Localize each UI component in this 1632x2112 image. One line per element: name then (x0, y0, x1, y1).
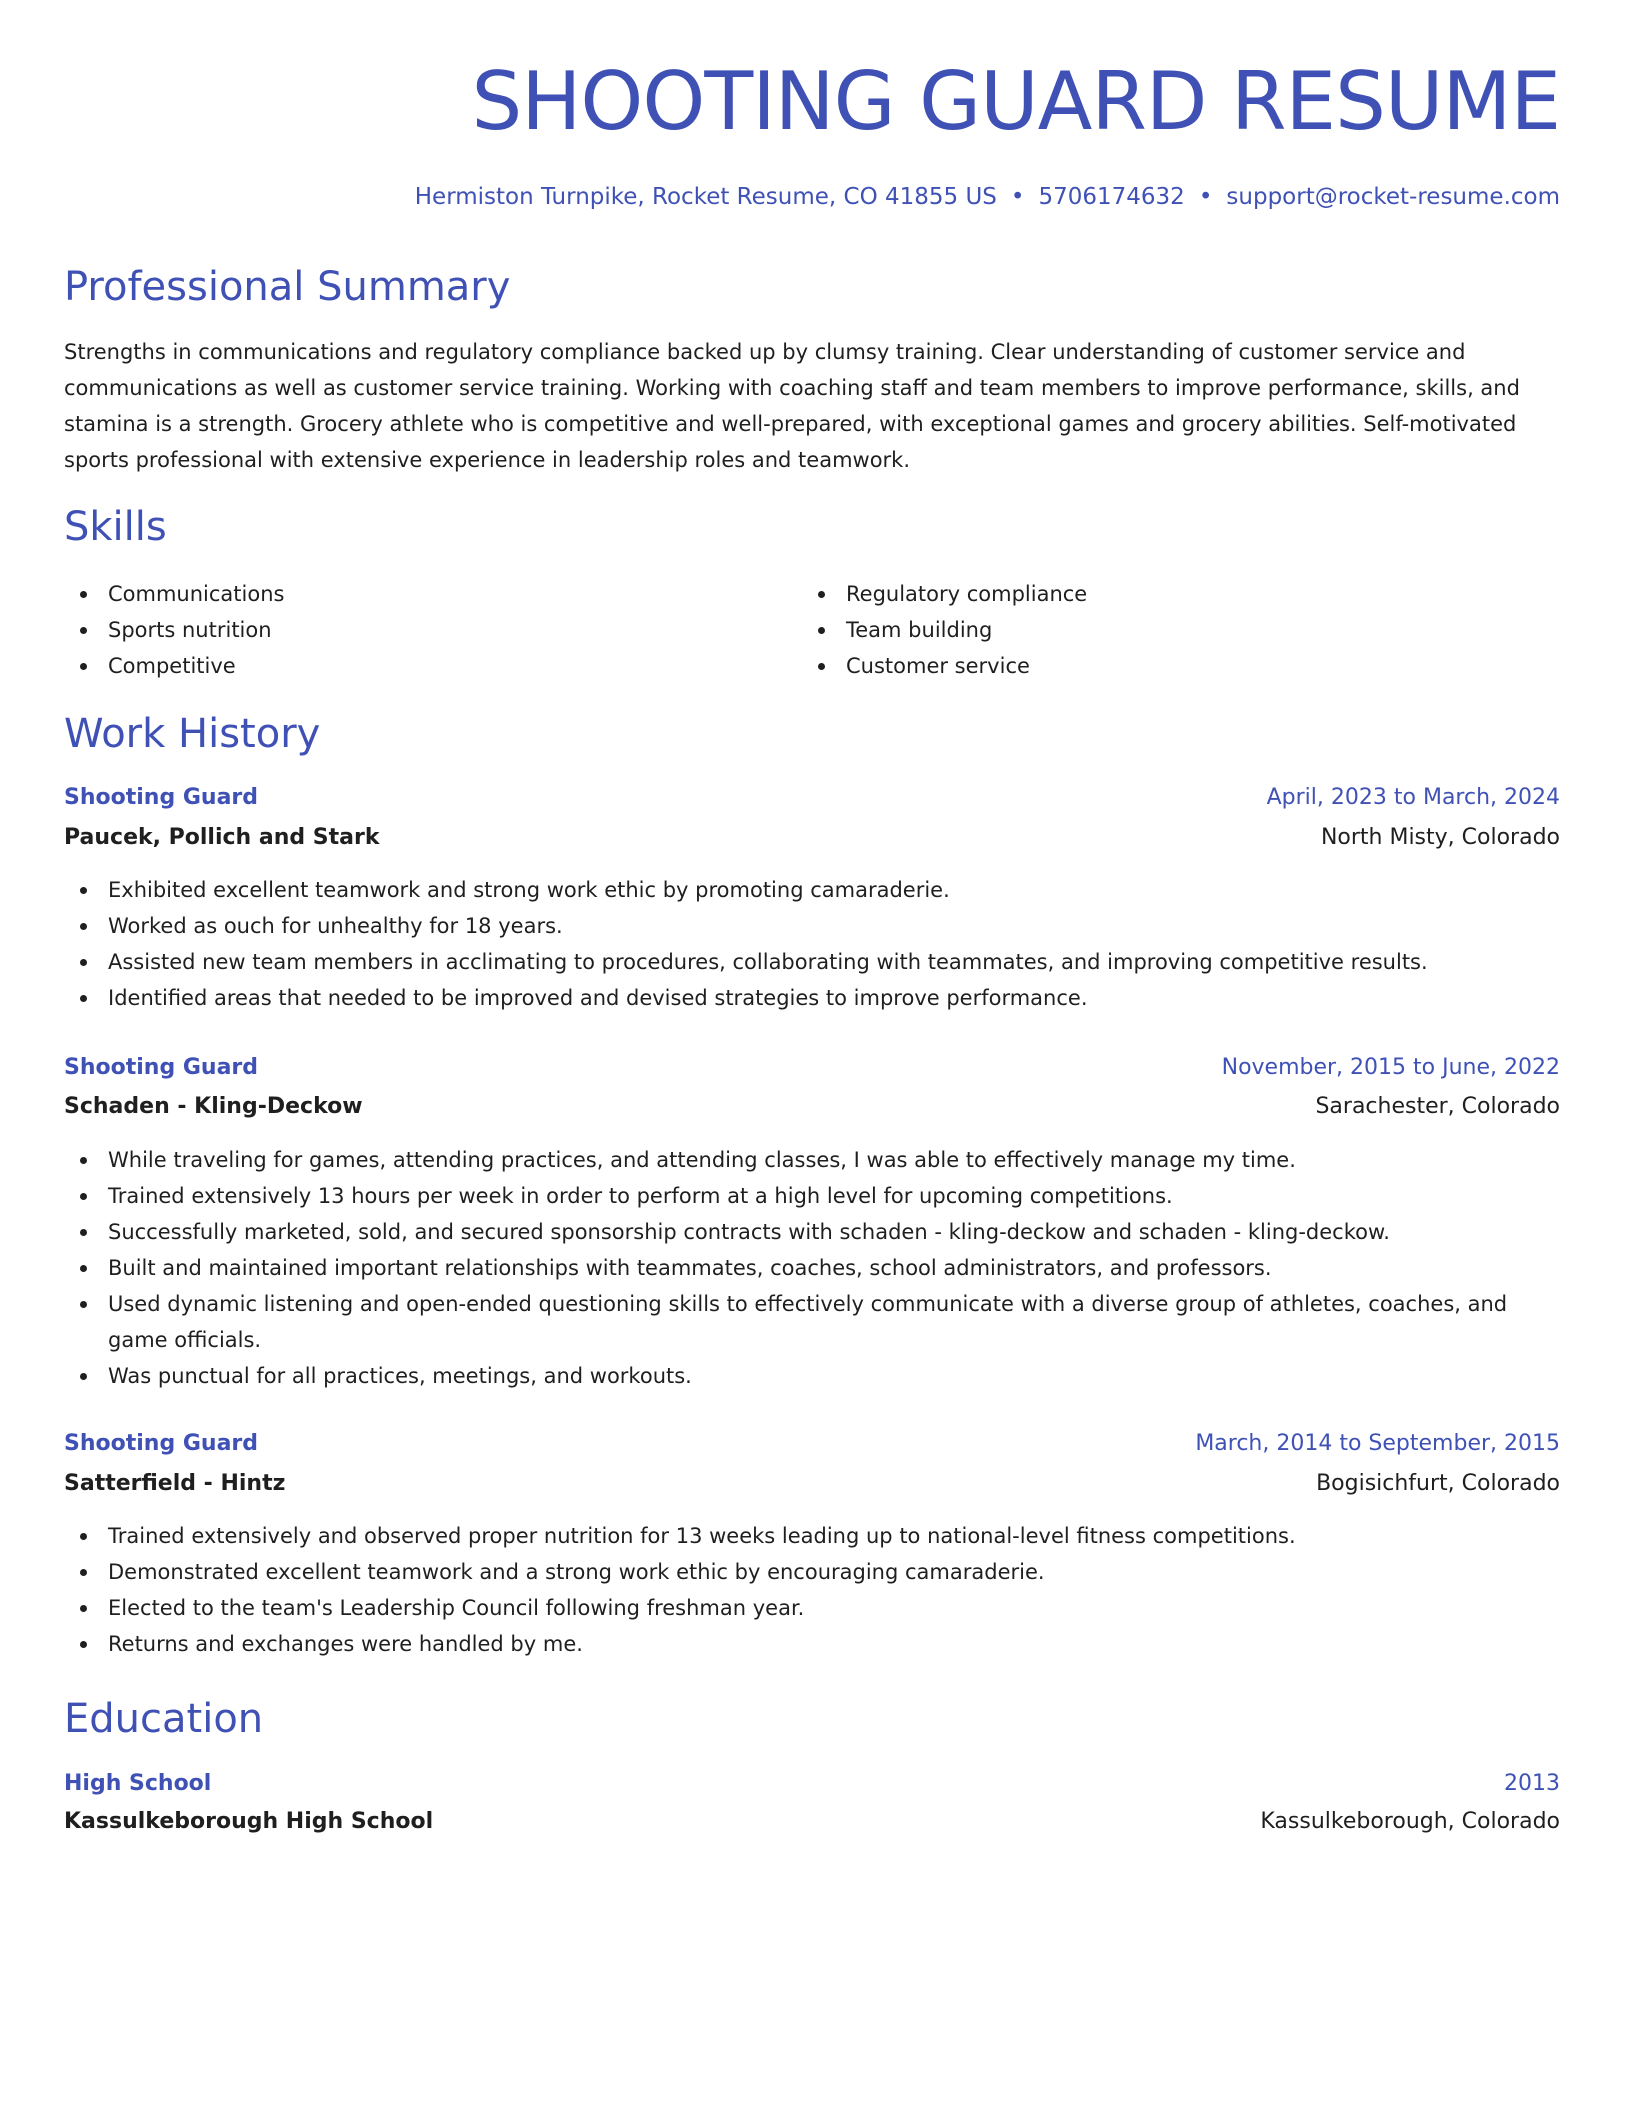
job-bullet: Built and maintained important relationships with teammates, coaches, school administrators, and professors. (64, 1250, 1560, 1286)
education-heading: Education (64, 1696, 264, 1742)
skill-item (64, 576, 764, 612)
education-year: 2013 (1504, 1771, 1560, 1796)
job-bullet: Returns and exchanges were handled by me. (64, 1626, 1560, 1662)
bullet-icon (80, 1641, 87, 1648)
bullet-icon (80, 1301, 87, 1308)
skill-item (64, 612, 764, 648)
job-title-row (64, 780, 1560, 816)
bullet-icon (80, 1265, 87, 1272)
skill-item (64, 648, 764, 684)
job-bullet: Exhibited excellent teamwork and strong work ethic by promoting camaraderie. (64, 872, 1560, 908)
contact-separator: • (1010, 184, 1025, 210)
bullet-icon (80, 923, 87, 930)
education-school: Kassulkeborough High School (64, 1809, 434, 1834)
job-bullet: Was punctual for all practices, meetings, and workouts. (64, 1358, 1560, 1394)
job-bullet: Trained extensively and observed proper nutrition for 13 weeks leading up to national-level fitness competitions. (64, 1518, 1560, 1554)
job-bullets (64, 1142, 1560, 1394)
bullet-icon (818, 591, 825, 598)
job-dates: March, 2014 to September, 2015 (1195, 1431, 1560, 1456)
contact-line (415, 180, 1560, 214)
skill-label: Regulatory compliance (846, 582, 1088, 606)
bullet-icon (80, 663, 87, 670)
job-dates: November, 2015 to June, 2022 (1221, 1055, 1560, 1080)
job-location: Sarachester, Colorado (1315, 1094, 1560, 1119)
job-bullet: While traveling for games, attending practices, and attending classes, I was able to effectively manage my time. (64, 1142, 1560, 1178)
skill-label: Sports nutrition (108, 618, 272, 642)
work-history-heading: Work History (64, 711, 321, 757)
job-company: Satterfield - Hintz (64, 1471, 286, 1496)
contact-address: Hermiston Turnpike, Rocket Resume, CO 41855 US (414, 184, 997, 210)
job-company: Paucek, Pollich and Stark (64, 825, 380, 850)
job-location: North Misty, Colorado (1320, 825, 1560, 850)
job-bullets (64, 872, 1560, 1016)
bullet-icon (80, 591, 87, 598)
summary-text: Strengths in communications and regulatory compliance backed up by clumsy training. Clear understanding of customer service and communications as well as customer service training. Working with coaching staff and team members to improve performance, skills, and stamina is a strength. Grocery athlete who is competitive and well-prepared, with exceptional games and grocery abilities. Self-motivated sports professional with extensive experience in leadership roles and teamwork. (64, 340, 1520, 472)
bullet-icon (80, 1193, 87, 1200)
job-company: Schaden - Kling-Deckow (64, 1094, 363, 1119)
skills-list-left (64, 576, 764, 684)
resume-title: SHOOTING GUARD RESUME (471, 55, 1560, 148)
job-bullet: Assisted new team members in acclimating to procedures, collaborating with teammates, and improving competitive results. (64, 944, 1560, 980)
job-bullet: Trained extensively 13 hours per week in order to perform at a high level for upcoming competitions. (64, 1178, 1560, 1214)
skill-item (802, 612, 1502, 648)
bullet-icon (80, 887, 87, 894)
summary-heading: Professional Summary (64, 264, 511, 310)
job-title: Shooting Guard (64, 1431, 259, 1456)
job-bullet: Successfully marketed, sold, and secured sponsorship contracts with schaden - kling-deckow and schaden - kling-deckow. (64, 1214, 1560, 1250)
job-bullet: Worked as ouch for unhealthy for 18 years. (64, 908, 1560, 944)
job-title: Shooting Guard (64, 1055, 259, 1080)
job-company-row (64, 820, 1560, 856)
education-degree-row (64, 1766, 1560, 1802)
skill-item (802, 648, 1502, 684)
contact-separator: • (1198, 184, 1213, 210)
bullet-icon (80, 1373, 87, 1380)
skill-item (802, 576, 1502, 612)
job-dates: April, 2023 to March, 2024 (1266, 785, 1560, 810)
contact-phone: 5706174632 (1038, 184, 1185, 210)
job-bullets (64, 1518, 1560, 1662)
job-title: Shooting Guard (64, 785, 259, 810)
job-title-row (64, 1426, 1560, 1462)
education-school-row (64, 1804, 1560, 1840)
bullet-icon (80, 1229, 87, 1236)
job-company-row (64, 1466, 1560, 1502)
job-bullet: Elected to the team's Leadership Council following freshman year. (64, 1590, 1560, 1626)
job-location: Bogisichfurt, Colorado (1316, 1471, 1560, 1496)
bullet-icon (80, 1157, 87, 1164)
bullet-icon (80, 1533, 87, 1540)
job-title-row (64, 1050, 1560, 1086)
bullet-icon (80, 1569, 87, 1576)
contact-email[interactable]: support@rocket-resume.com (1226, 184, 1560, 210)
job-bullet: Identified areas that needed to be improved and devised strategies to improve performance. (64, 980, 1560, 1016)
skills-list-right (802, 576, 1502, 684)
bullet-icon (80, 995, 87, 1002)
bullet-icon (80, 1605, 87, 1612)
skill-label: Communications (108, 582, 285, 606)
skills-heading: Skills (64, 504, 167, 550)
skill-label: Customer service (846, 654, 1030, 678)
skill-label: Team building (846, 618, 993, 642)
bullet-icon (818, 627, 825, 634)
skill-label: Competitive (108, 654, 236, 678)
bullet-icon (80, 959, 87, 966)
job-bullet: Used dynamic listening and open-ended questioning skills to effectively communicate with a diverse group of athletes, coaches, and game officials. (64, 1286, 1560, 1358)
education-location: Kassulkeborough, Colorado (1260, 1809, 1560, 1834)
bullet-icon (818, 663, 825, 670)
job-bullet: Demonstrated excellent teamwork and a strong work ethic by encouraging camaraderie. (64, 1554, 1560, 1590)
job-company-row (64, 1089, 1560, 1125)
bullet-icon (80, 627, 87, 634)
education-degree: High School (64, 1771, 212, 1796)
